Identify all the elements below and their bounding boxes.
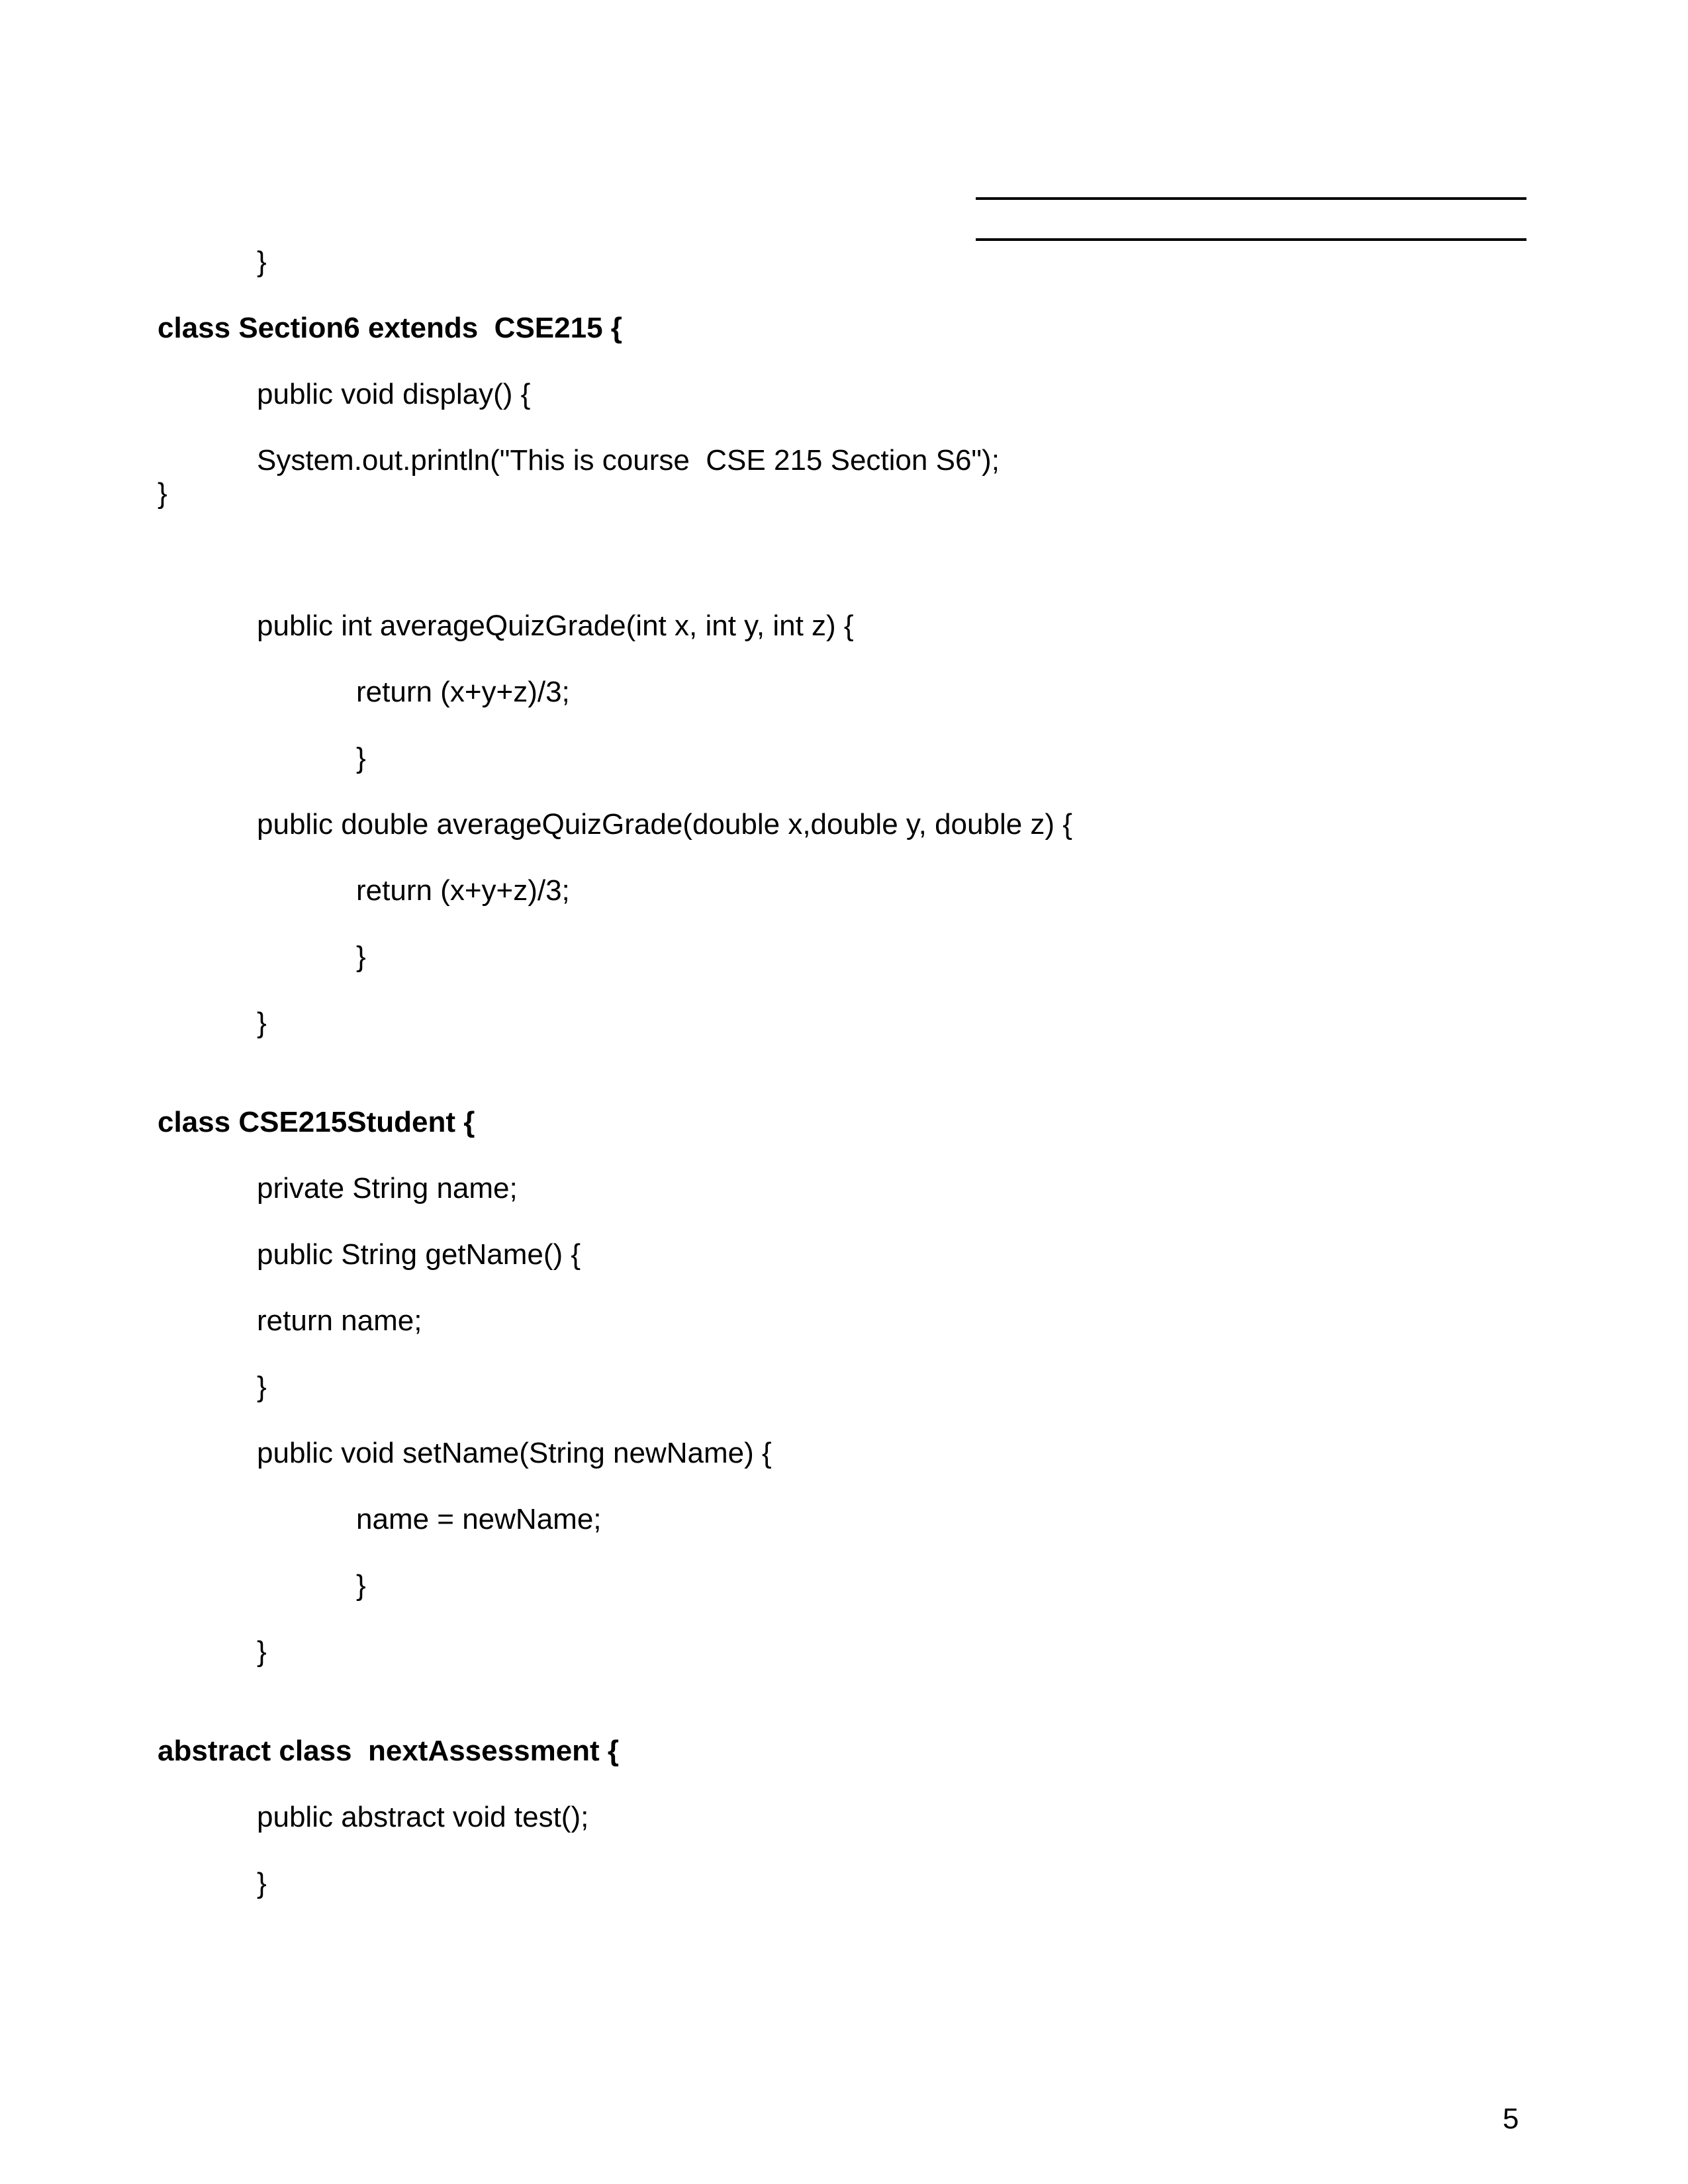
- student-id-underline: [976, 238, 1526, 241]
- code-line: }: [356, 1569, 366, 1602]
- class-declaration-section6: class Section6 extends CSE215 {: [158, 312, 622, 344]
- code-line: private String name;: [257, 1172, 518, 1205]
- code-line: public String getName() {: [257, 1238, 581, 1271]
- code-line: public int averageQuizGrade(int x, int y, int z) {: [257, 610, 854, 642]
- code-line: }: [257, 1635, 267, 1668]
- name-underline: [976, 197, 1526, 200]
- code-line: public void display() {: [257, 378, 531, 410]
- code-line: return name;: [257, 1304, 422, 1337]
- code-line: return (x+y+z)/3;: [356, 874, 570, 907]
- code-line: }: [257, 1371, 267, 1403]
- code-line: public void setName(String newName) {: [257, 1437, 772, 1469]
- class-declaration-nextassessment: abstract class nextAssessment {: [158, 1735, 620, 1767]
- code-line: name = newName;: [356, 1503, 602, 1535]
- code-line: }: [257, 1007, 267, 1039]
- code-line: }: [356, 742, 366, 774]
- code-line: }: [257, 1867, 267, 1899]
- code-line: public double averageQuizGrade(double x,double y, double z) {: [257, 808, 1072, 841]
- code-line: System.out.println("This is course CSE 215 Section S6");: [257, 444, 1000, 477]
- code-line: public abstract void test();: [257, 1801, 589, 1833]
- code-line: }: [158, 477, 167, 510]
- code-line: }: [257, 246, 267, 278]
- code-line: return (x+y+z)/3;: [356, 676, 570, 708]
- class-declaration-cse215student: class CSE215Student {: [158, 1106, 475, 1138]
- page-number: 5: [1503, 2103, 1519, 2135]
- code-line: }: [356, 940, 366, 973]
